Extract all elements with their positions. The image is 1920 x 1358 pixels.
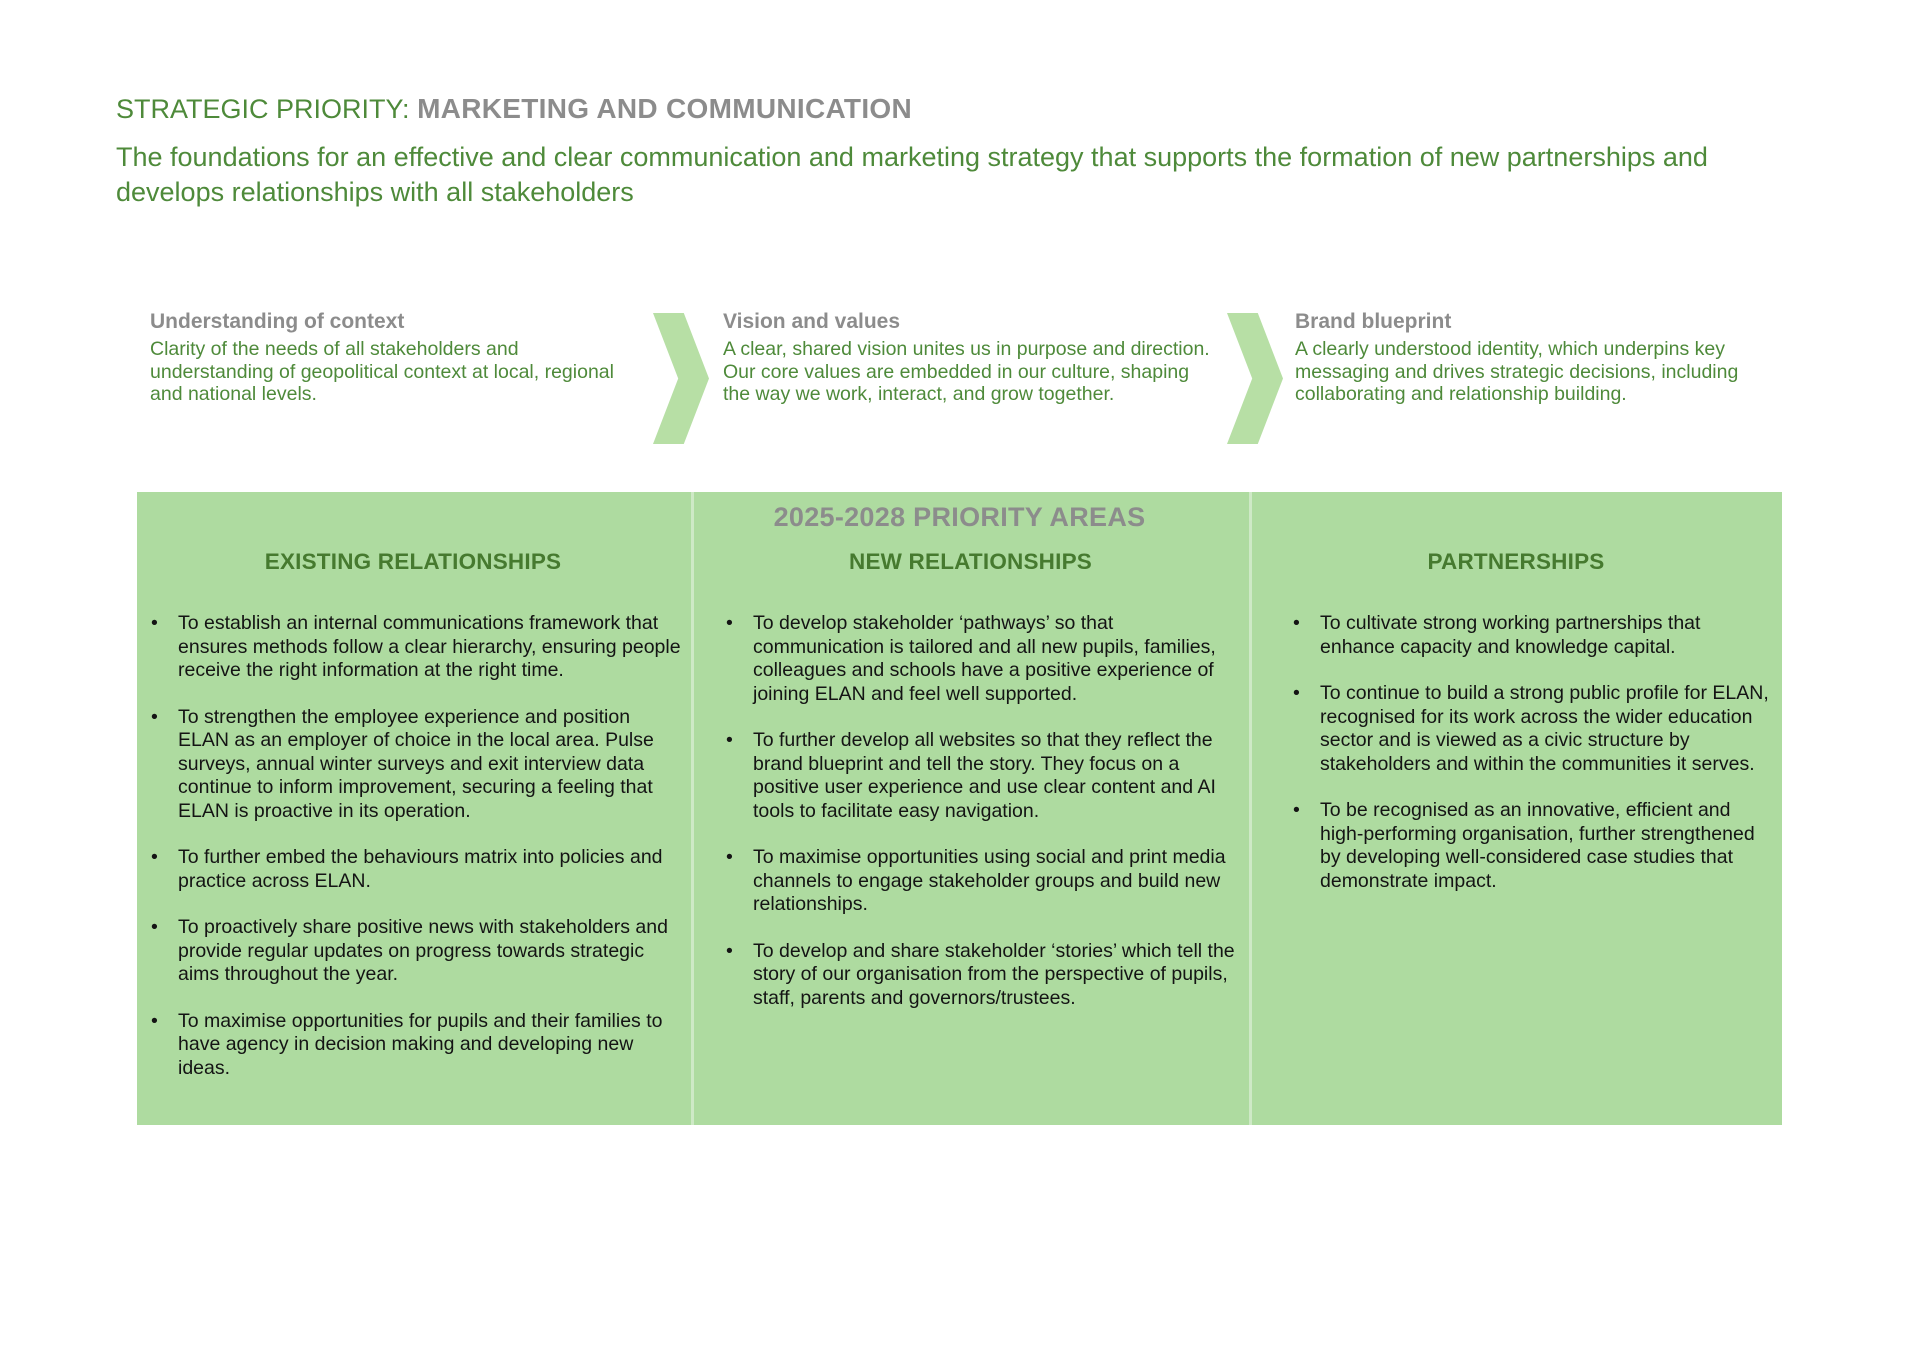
bullet-item: • To develop and share stakeholder ‘stories’ which tell the story of our organisation from the perspective of pupils, staff, parents and governors/trustees.	[753, 940, 1241, 1011]
bullet-item: • To strengthen the employee experience and position ELAN as an employer of choice in the local area. Pulse surveys, annual winter surveys and exit interview data continue to inform improvement, securing a feeling that ELAN is proactive in its operation.	[178, 706, 683, 824]
priority-column-heading: PARTNERSHIPS	[1427, 549, 1605, 574]
bullet-item: • To proactively share positive news with stakeholders and provide regular updates on progress towards strategic aims throughout the year.	[178, 916, 683, 987]
foundation-body: Clarity of the needs of all stakeholders and understanding of geopolitical context at local, regional and national levels.	[150, 338, 614, 405]
priority-column-heading: NEW RELATIONSHIPS	[849, 549, 1092, 574]
page-title	[116, 93, 912, 125]
bullet-item: • To cultivate strong working partnerships that enhance capacity and knowledge capital.	[1320, 612, 1774, 659]
foundation-vision-and-values	[723, 310, 1217, 406]
foundation-heading: Brand blueprint	[1295, 310, 1452, 333]
priority-column-existing-relationships	[137, 548, 689, 1103]
priority-column-partnerships	[1252, 548, 1780, 916]
bullet-item: • To further develop all websites so that they reflect the brand blueprint and tell the story. They focus on a positive user experience and use clear content and AI tools to facilitate easy navigation.	[753, 729, 1241, 823]
priority-areas-panel	[137, 492, 1782, 1125]
chevron-right-icon	[1227, 313, 1283, 444]
bullet-list	[137, 612, 689, 1080]
foundation-understanding-of-context	[150, 310, 618, 406]
foundation-body: A clear, shared vision unites us in purpose and direction. Our core values are embedded in our culture, shaping the way we work, interact, and grow together.	[723, 338, 1210, 405]
page-title-prefix: STRATEGIC PRIORITY:	[116, 94, 410, 124]
foundation-heading: Vision and values	[723, 310, 901, 333]
bullet-list	[694, 612, 1247, 1010]
panel-title: 2025-2028 PRIORITY AREAS	[773, 502, 1146, 532]
bullet-item: • To develop stakeholder ‘pathways’ so that communication is tailored and all new pupils, families, colleagues and schools have a positive experience of joining ELAN and feel well supported.	[753, 612, 1241, 706]
bullet-item: • To maximise opportunities for pupils and their families to have agency in decision making and developing new ideas.	[178, 1010, 683, 1081]
foundation-heading: Understanding of context	[150, 310, 405, 333]
bullet-item: • To maximise opportunities using social and print media channels to engage stakeholder groups and build new relationships.	[753, 846, 1241, 917]
bullet-item: • To further embed the behaviours matrix into policies and practice across ELAN.	[178, 846, 683, 893]
page-title-main: MARKETING AND COMMUNICATION	[417, 93, 913, 124]
foundation-brand-blueprint	[1295, 310, 1763, 406]
priority-column-heading: EXISTING RELATIONSHIPS	[264, 549, 562, 574]
foundation-body: A clearly understood identity, which underpins key messaging and drives strategic decisions, including collaborating and relationship building.	[1295, 338, 1739, 405]
bullet-item: • To be recognised as an innovative, efficient and high-performing organisation, further strengthened by developing well-considered case studies that demonstrate impact.	[1320, 799, 1774, 893]
priority-column-new-relationships	[694, 548, 1247, 1033]
bullet-item: • To continue to build a strong public profile for ELAN, recognised for its work across the wider education sector and is viewed as a civic structure by stakeholders and within the communities it serves.	[1320, 682, 1774, 776]
bullet-item: • To establish an internal communications framework that ensures methods follow a clear hierarchy, ensuring people receive the right information at the right time.	[178, 612, 683, 683]
bullet-list	[1252, 612, 1780, 893]
chevron-right-icon	[653, 313, 709, 444]
page-subtitle: The foundations for an effective and clear communication and marketing strategy that supports the formation of new partnerships and develops relationships with all stakeholders	[116, 142, 1708, 207]
